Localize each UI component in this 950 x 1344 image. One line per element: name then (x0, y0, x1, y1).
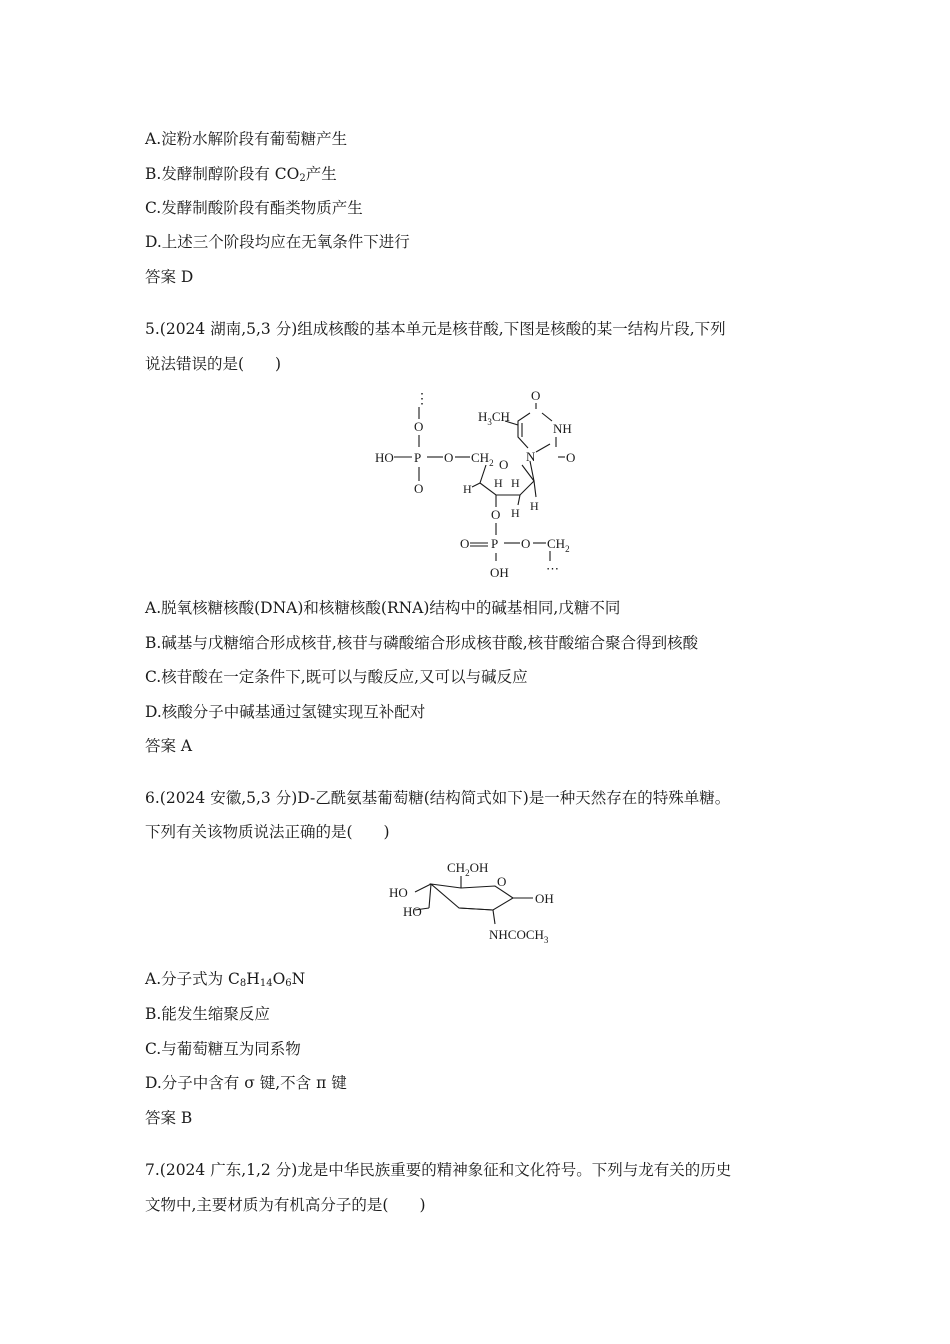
atom-o-lower-ester: O (521, 536, 531, 551)
q5-stem-line1: 5.(2024 湖南,5,3 分)组成核酸的基本单元是核苷酸,下图是核酸的某一结构片段,下列 (145, 320, 726, 338)
atom-p-lower: P (491, 536, 499, 551)
atom-o-3prime: O (491, 507, 501, 522)
q5-option-a: A.脱氧核糖核酸(DNA)和核糖核酸(RNA)结构中的碱基相同,戊糖不同 (145, 599, 621, 617)
q4-option-c: C.发酵制酸阶段有酯类物质产生 (145, 199, 363, 217)
q6-option-c: C.与葡萄糖互为同系物 (145, 1040, 301, 1058)
q4-answer: 答案 D (145, 268, 194, 286)
q4-option-a: A.淀粉水解阶段有葡萄糖产生 (145, 130, 348, 148)
atom-o-double-lower: O (460, 536, 470, 551)
q6-stem-line1: 6.(2024 安徽,5,3 分)D-乙酰氨基葡萄糖(结构简式如下)是一种天然存在的特殊单糖。 (145, 789, 731, 807)
q6-option-a: A.分子式为 $C_8H_{14}O_6N$ (145, 970, 306, 989)
atom-n1: N (526, 449, 536, 464)
atom-o-c2: O (566, 450, 576, 465)
atom-ch3: $H_3CH$ (478, 409, 510, 427)
atom-ho-lower: HO (403, 904, 422, 919)
q4-option-b-text: B.发酵制醇阶段有 CO (145, 165, 300, 183)
q4-option-b-tail: 产生 (305, 165, 337, 183)
q5-answer: 答案 A (145, 737, 193, 755)
q7-stem-line1: 7.(2024 广东,1,2 分)龙是中华民族重要的精神象征和文化符号。下列与龙有关的历史 (145, 1161, 732, 1179)
atom-h-c3: H (494, 476, 503, 490)
q5-option-b: B.碱基与戊糖缩合形成核苷,核苷与磷酸缩合形成核苷酸,核苷酸缩合聚合得到核酸 (145, 634, 699, 652)
atom-o-ester: O (444, 450, 454, 465)
q7-stem-line2: 文物中,主要材质为有机高分子的是( ) (145, 1196, 426, 1214)
atom-o-ring: O (499, 457, 509, 472)
q6-stem-line2: 下列有关该物质说法正确的是( ) (145, 823, 390, 841)
atom-p-upper: P (414, 450, 422, 465)
atom-ch2: $CH_2$ (471, 450, 494, 468)
atom-h-c2b: H (511, 506, 520, 520)
atom-oh-anomeric: OH (535, 891, 554, 906)
atom-ch2oh: $CH_2OH$ (447, 860, 489, 878)
chain-continuation-bottom: ⋯ (546, 561, 559, 576)
q5-stem-line2: 说法错误的是( ) (145, 355, 282, 373)
q4-option-b (145, 164, 337, 189)
q6-answer: 答案 B (145, 1109, 193, 1127)
q4-option-b-subscript: 2 (299, 173, 306, 184)
q6-option-b: B.能发生缩聚反应 (145, 1005, 270, 1023)
atom-o-top: O (414, 419, 424, 434)
acetylglucosamine-structure-figure (385, 852, 575, 952)
nucleotide-structure-figure (360, 385, 590, 585)
atom-ho-left: HO (375, 450, 394, 465)
atom-ch2-lower: $CH_2$ (547, 536, 570, 554)
chain-continuation-top: ⋮ (415, 392, 429, 407)
atom-o-ring: O (497, 874, 507, 889)
atom-h-c2a: H (511, 476, 520, 490)
q6-option-a-text: A.分子式为 C (145, 970, 240, 988)
q5-option-c: C.核苷酸在一定条件下,既可以与酸反应,又可以与碱反应 (145, 668, 528, 686)
atom-o-c4: O (531, 388, 541, 403)
q4-option-d: D.上述三个阶段均应在无氧条件下进行 (145, 233, 410, 251)
q6-option-d: D.分子中含有 σ 键,不含 π 键 (145, 1074, 347, 1092)
atom-oh-lower: OH (490, 565, 509, 580)
q5-option-d: D.核酸分子中碱基通过氢键实现互补配对 (145, 703, 426, 721)
atom-h-c1: H (530, 499, 539, 513)
atom-h-c4: H (463, 482, 472, 496)
atom-ho-upper: HO (389, 885, 408, 900)
atom-o-double-upper: O (414, 481, 424, 496)
atom-nhcoch3: $NHCOCH_3$ (489, 927, 549, 945)
atom-nh: NH (553, 421, 572, 436)
